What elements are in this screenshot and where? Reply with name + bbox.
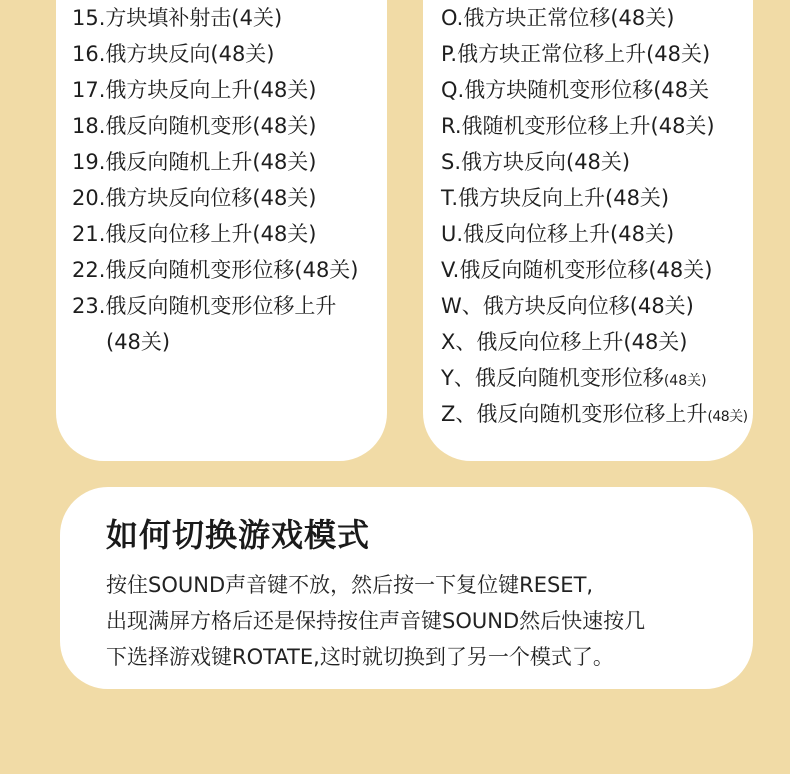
list-item: 19.俄反向随机上升(48关) xyxy=(72,150,317,174)
list-item: 18.俄反向随机变形(48关) xyxy=(72,114,317,138)
list-item-count: (48关) xyxy=(707,409,748,425)
right-game-list xyxy=(441,0,748,432)
list-item xyxy=(441,360,748,396)
left-game-list xyxy=(72,0,372,360)
list-item: X、俄反向位移上升(48关) xyxy=(441,330,688,354)
list-item: O.俄方块正常位移(48关) xyxy=(441,6,675,30)
list-item: 21.俄反向位移上升(48关) xyxy=(72,222,317,246)
instructions-line: 按住SOUND声音键不放，然后按一下复位键RESET, xyxy=(106,573,594,597)
list-item: T.俄方块反向上升(48关) xyxy=(441,186,670,210)
list-item xyxy=(441,396,748,432)
list-item-line: (48关) xyxy=(106,330,171,354)
list-item: Q.俄方块随机变形位移(48关 xyxy=(441,78,710,102)
list-item: R.俄随机变形位移上升(48关) xyxy=(441,114,715,138)
list-item: 16.俄方块反向(48关) xyxy=(72,42,275,66)
list-item: S.俄方块反向(48关) xyxy=(441,150,631,174)
list-item xyxy=(72,288,372,360)
list-item: 22.俄反向随机变形位移(48关) xyxy=(72,258,359,282)
list-item: V.俄反向随机变形位移(48关) xyxy=(441,258,713,282)
instructions-line: 下选择游戏键ROTATE,这时就切换到了另一个模式了。 xyxy=(106,645,614,669)
list-item: W、俄方块反向位移(48关) xyxy=(441,294,694,318)
instructions-text xyxy=(106,567,736,675)
list-item-count: (48关) xyxy=(663,373,707,389)
section-title: 如何切换游戏模式 xyxy=(106,516,371,554)
list-item: 15.方块填补射击(4关) xyxy=(72,6,283,30)
list-item-text: Y、俄反向随机变形位移 xyxy=(441,366,664,390)
list-item: 20.俄方块反向位移(48关) xyxy=(72,186,317,210)
list-item: P.俄方块正常位移上升(48关) xyxy=(441,42,711,66)
list-item: U.俄反向位移上升(48关) xyxy=(441,222,675,246)
instructions-line: 出现满屏方格后还是保持按住声音键SOUND然后快速按几 xyxy=(106,609,646,633)
list-item-line: 23.俄反向随机变形位移上升 xyxy=(72,294,337,318)
list-item-text: Z、俄反向随机变形位移上升 xyxy=(441,402,708,426)
list-item: 17.俄方块反向上升(48关) xyxy=(72,78,317,102)
